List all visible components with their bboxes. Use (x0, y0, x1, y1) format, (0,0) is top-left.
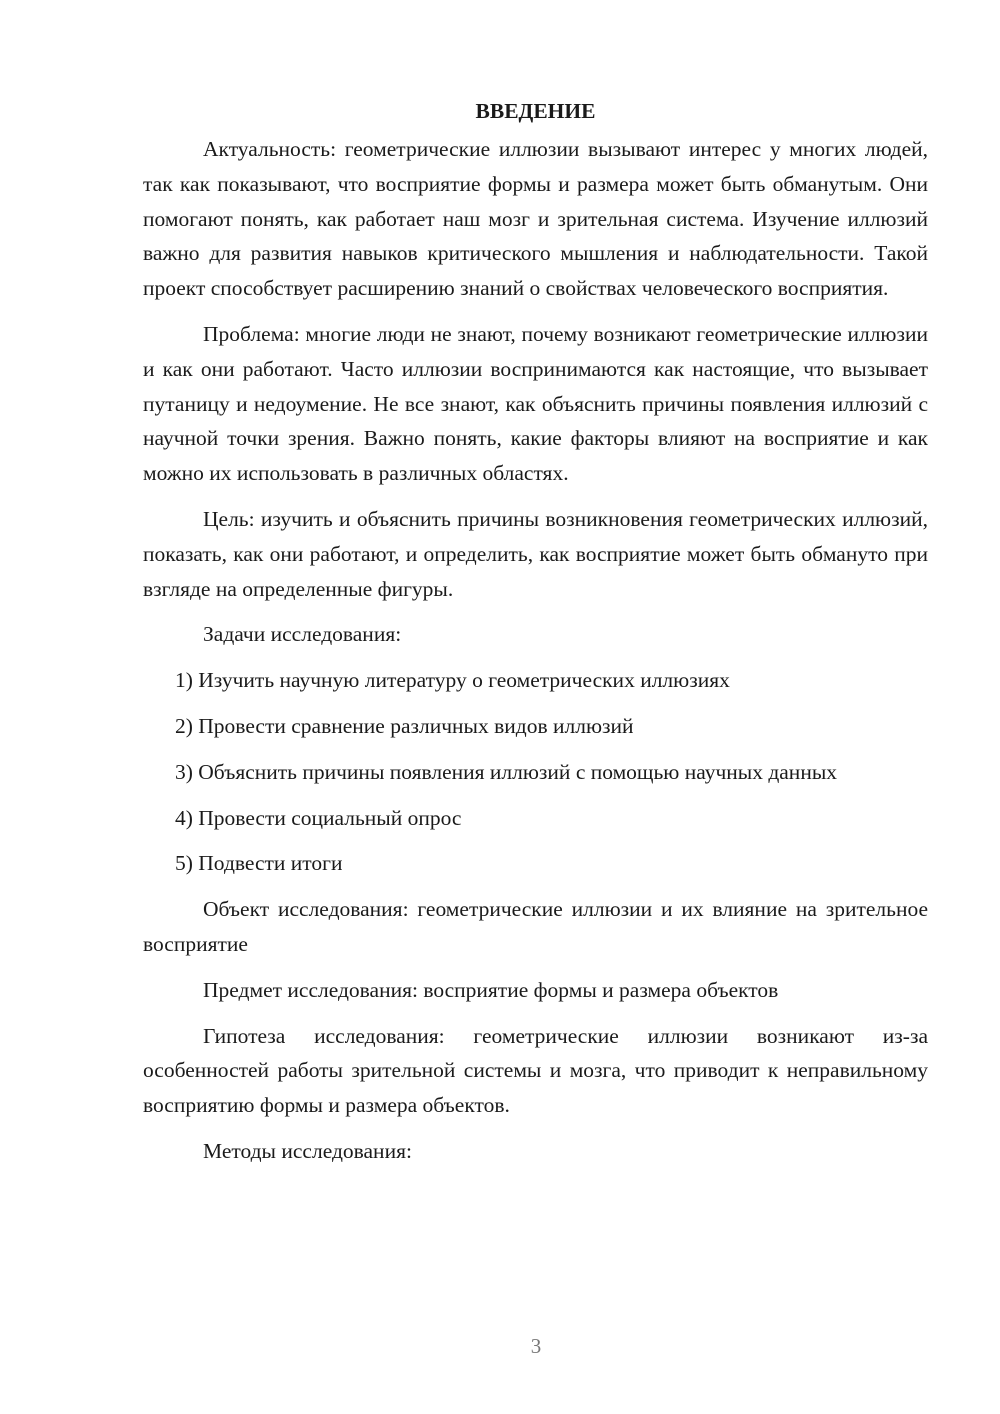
list-item: 5) Подвести итоги (175, 851, 343, 876)
paragraph-hypothesis: Гипотеза исследования: геометрические иллюзии возникают из-за особенностей работы зрительной системы и мозга, что приводит к неправильному восприятию формы и размера объектов. (143, 1023, 928, 1118)
document-page (143, 94, 928, 1180)
tasks-list (143, 663, 928, 881)
paragraph-object: Объект исследования: геометрические иллюзии и их влияние на зрительное восприятие (143, 897, 928, 956)
paragraph-methods: Методы исследования: (203, 1138, 412, 1163)
paragraph-tasks-heading: Задачи исследования: (203, 622, 402, 647)
list-item: 1) Изучить научную литературу о геометрических иллюзиях (175, 668, 730, 693)
section-title: ВВЕДЕНИЕ (475, 99, 596, 123)
list-item: 2) Провести сравнение различных видов иллюзий (175, 713, 634, 738)
paragraph-subject: Предмет исследования: восприятие формы и размера объектов (203, 977, 779, 1002)
list-item: 3) Объяснить причины появления иллюзий с помощью научных данных (175, 759, 838, 784)
page-number: 3 (530, 1334, 542, 1358)
paragraph-relevance: Актуальность: геометрические иллюзии вызывают интерес у многих людей, так как показывают, что восприятие формы и размера может быть обманутым. Они помогают понять, как работает наш мозг и зрительная система. Изучение иллюзий важно для развития навыков критического мышления и наблюдательности. Такой проект способствует расширению знаний о свойствах человеческого восприятия. (143, 137, 928, 301)
list-item: 4) Провести социальный опрос (175, 805, 462, 830)
paragraph-problem: Проблема: многие люди не знают, почему возникают геометрические иллюзии и как они работают. Часто иллюзии воспринимаются как настоящие, что вызывает путаницу и недоумение. Не все знают, как объяснить причины появления иллюзий с научной точки зрения. Важно понять, какие факторы влияют на восприятие и как можно их использовать в различных областях. (143, 321, 928, 486)
paragraph-goal: Цель: изучить и объяснить причины возникновения геометрических иллюзий, показать, как они работают, и определить, как восприятие может быть обмануто при взгляде на определенные фигуры. (143, 506, 928, 601)
